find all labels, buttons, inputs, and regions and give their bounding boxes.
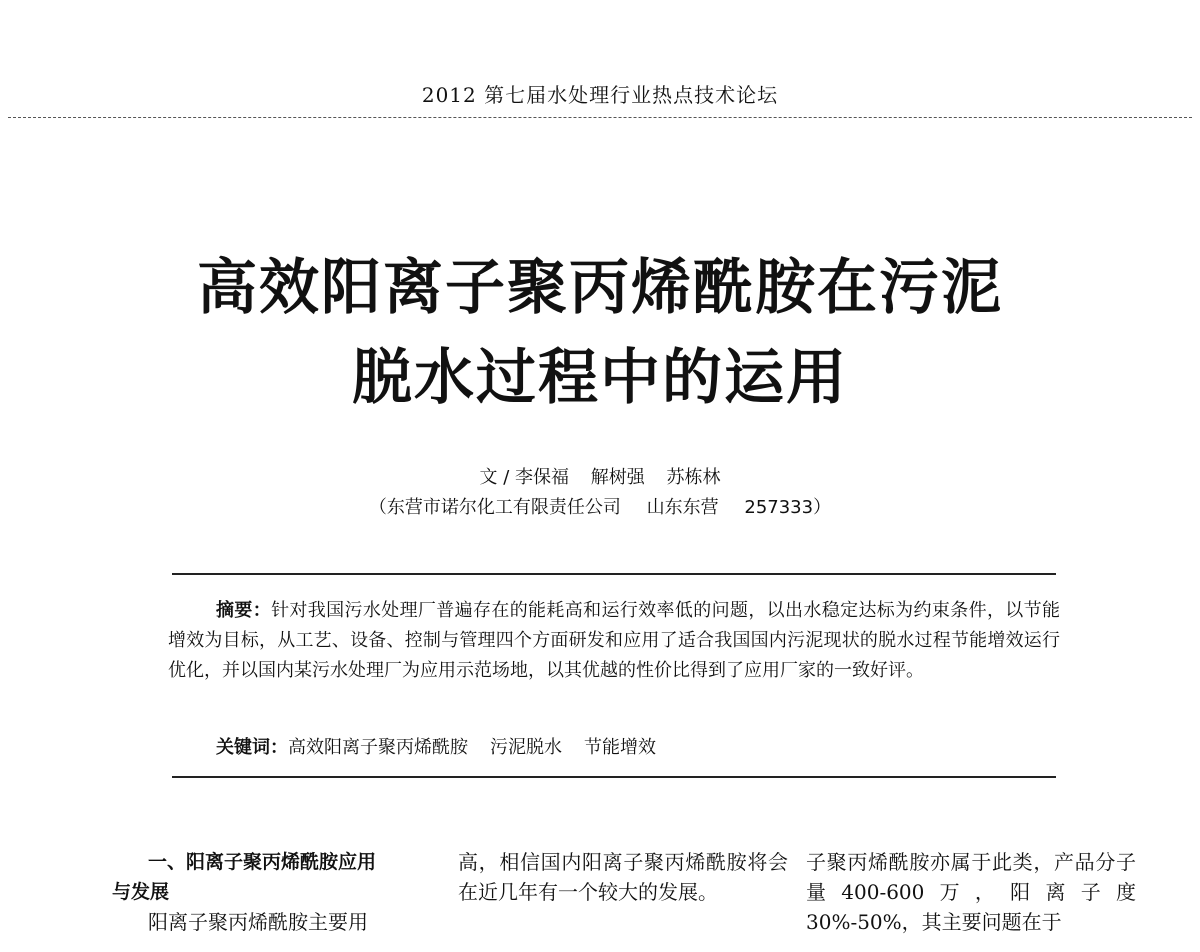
header-divider <box>8 117 1192 118</box>
keyword-item: 节能增效 <box>584 737 656 758</box>
affiliation-location: 山东东营 <box>646 497 719 518</box>
section-heading-line-2: 与发展 <box>112 881 170 903</box>
abstract-top-rule <box>172 573 1056 575</box>
affiliation-postcode: 257333） <box>744 497 832 518</box>
paper-title-line-2: 脱水过程中的运用 <box>352 343 848 413</box>
author-prefix: 文 / 李保福 <box>479 467 570 488</box>
abstract <box>168 596 1060 686</box>
affiliation-company: （东营市诺尔化工有限责任公司 <box>368 497 621 518</box>
affiliation-line <box>0 493 1200 519</box>
author-name: 苏栋林 <box>666 467 721 488</box>
keyword-item: 污泥脱水 <box>490 737 562 758</box>
body-paragraph: 阳离子聚丙烯酰胺主要用 <box>148 910 368 934</box>
running-header: 2012 第七届水处理行业热点技术论坛 <box>421 83 779 107</box>
abstract-text: 针对我国污水处理厂普遍存在的能耗高和运行效率低的问题，以出水稳定达标为约束条件，以节能增效为目标，从工艺、设备、控制与管理四个方面研发和应用了适合我国国内污泥现状的脱水过程节能增效运行优化，并以国内某污水处理厂为应用示范场地，以其优越的性价比得到了应用厂家的一致好评。 <box>168 600 1061 681</box>
body-column-3: 子聚丙烯酰胺亦属于此类，产品分子量400-600万，阳离子度30%-50%，其主要问题在于 <box>806 850 1136 934</box>
author-name: 解树强 <box>590 467 645 488</box>
abstract-label: 摘要： <box>216 600 272 621</box>
body-column-2: 高，相信国内阳离子聚丙烯酰胺将会在近几年有一个较大的发展。 <box>458 850 788 904</box>
author-line <box>0 463 1200 489</box>
keyword-item: 高效阳离子聚丙烯酰胺 <box>288 737 468 758</box>
section-heading-line-1: 一、阳离子聚丙烯酰胺应用 <box>148 851 377 873</box>
abstract-bottom-rule <box>172 776 1056 778</box>
section-heading <box>112 847 442 907</box>
keywords-label: 关键词： <box>216 737 288 758</box>
paper-title-line-1: 高效阳离子聚丙烯酰胺在污泥 <box>197 253 1003 323</box>
keywords <box>216 733 678 759</box>
body-column-1 <box>112 847 442 937</box>
